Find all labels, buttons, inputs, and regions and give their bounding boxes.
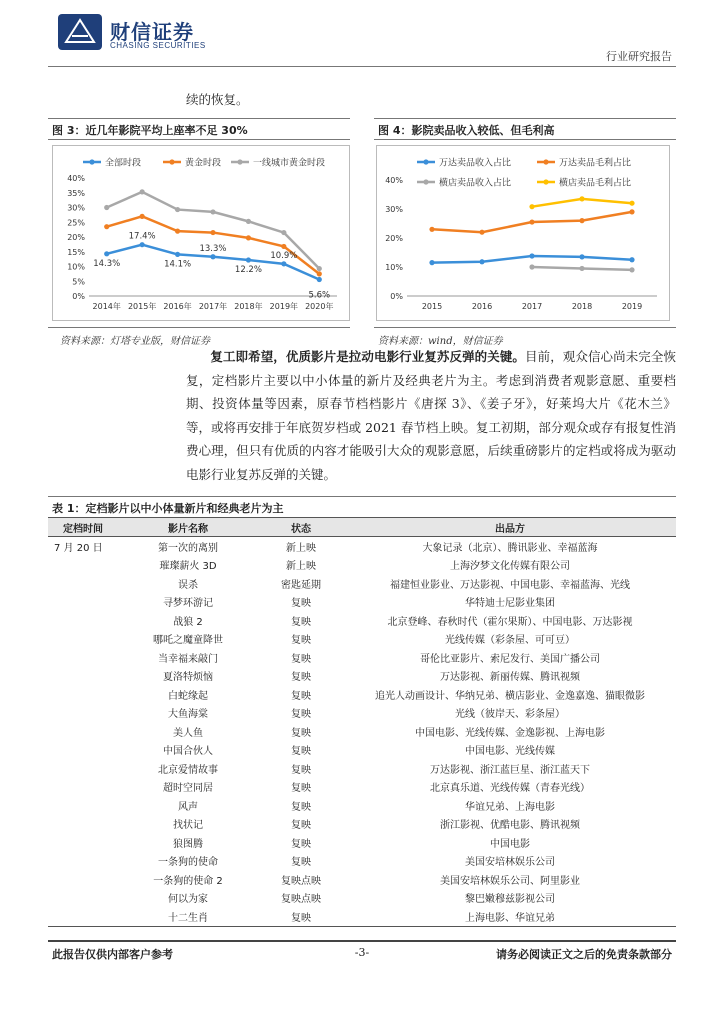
row-film: 风声 xyxy=(178,801,198,813)
row-date xyxy=(48,630,118,649)
legend-label: 全部时段 xyxy=(105,158,142,169)
data-label: 5.6% xyxy=(308,290,331,301)
continuation-text: 续的恢复。 xyxy=(186,92,249,107)
row-film: 第一次的离别 xyxy=(158,542,218,554)
row-film: 十二生肖 xyxy=(118,907,258,926)
y-tick-label: 30% xyxy=(67,203,85,213)
data-label: 10.9% xyxy=(270,250,298,261)
x-tick-label: 2015年 xyxy=(127,302,157,311)
fig3-title-rule xyxy=(48,139,350,140)
row-status: 复映 xyxy=(291,672,311,684)
table-row xyxy=(48,556,676,575)
x-tick-label: 2017 xyxy=(521,302,543,311)
data-point xyxy=(317,277,322,282)
row-producer: 福建恒业影业、万达影视、中国电影、幸福蓝海、光线 xyxy=(390,579,630,591)
row-status: 复映 xyxy=(258,907,344,926)
row-producer: 大象记录（北京）、腾讯影业、幸福蓝海 xyxy=(422,542,598,554)
table-row xyxy=(48,852,676,871)
row-date xyxy=(48,556,118,575)
row-status: 复映 xyxy=(291,690,311,702)
table-row xyxy=(48,704,676,723)
row-producer: 追光人动画设计、华纳兄弟、横店影业、金逸嘉逸、猫眼微影 xyxy=(375,690,645,702)
data-point xyxy=(317,266,322,271)
row-date xyxy=(48,574,118,593)
data-label: 13.3% xyxy=(199,243,227,254)
y-tick-label: 10% xyxy=(67,262,85,272)
table-row xyxy=(48,759,676,778)
row-status: 复映 xyxy=(291,820,311,832)
legend-marker xyxy=(543,179,548,184)
row-status: 复映 xyxy=(291,653,311,665)
row-film: 夏洛特烦恼 xyxy=(163,672,213,684)
table-row xyxy=(48,796,676,815)
x-tick-label: 2017年 xyxy=(198,302,228,311)
row-film: 何以为家 xyxy=(168,894,208,906)
row-producer: 上海汐梦文化传媒有限公司 xyxy=(450,561,570,573)
row-film: 误杀 xyxy=(178,579,198,591)
row-date: 7 月 20 日 xyxy=(54,542,103,554)
company-name-en: CHASING SECURITIES xyxy=(110,41,206,50)
row-date xyxy=(48,648,118,667)
y-tick-label: 35% xyxy=(67,188,85,198)
row-status: 复映点映 xyxy=(281,875,321,887)
row-producer: 光线（彼岸天、彩条屋） xyxy=(455,709,565,721)
row-producer: 黎巴嫩穆兹影视公司 xyxy=(465,894,555,906)
data-point xyxy=(210,254,215,259)
row-producer: 光线传媒（彩条屋、可可豆） xyxy=(445,635,575,647)
legend-marker xyxy=(169,159,174,164)
row-status: 复映 xyxy=(291,838,311,850)
data-point xyxy=(479,230,484,235)
row-date xyxy=(48,741,118,760)
row-date xyxy=(48,593,118,612)
data-point xyxy=(175,252,180,257)
figure4-source: 资料来源：wind，财信证券 xyxy=(378,336,503,347)
y-tick-label: 40% xyxy=(385,176,403,185)
row-date xyxy=(48,870,118,889)
data-point xyxy=(175,207,180,212)
footer-right: 请务必阅读正文之后的免责条款部分 xyxy=(496,948,672,961)
legend-marker xyxy=(237,159,242,164)
data-point xyxy=(210,209,215,214)
data-point xyxy=(104,251,109,256)
row-date xyxy=(48,704,118,723)
data-label: 12.2% xyxy=(234,265,262,276)
y-tick-label: 5% xyxy=(72,277,85,287)
table-row xyxy=(48,722,676,741)
y-tick-label: 20% xyxy=(385,234,403,243)
table-top-rule xyxy=(48,496,676,497)
data-point xyxy=(479,259,484,264)
x-tick-label: 2020年 xyxy=(305,302,334,311)
data-point xyxy=(579,254,584,259)
fig4-bottom-rule xyxy=(374,327,676,328)
row-date xyxy=(48,907,118,926)
row-producer: 华特迪士尼影业集团 xyxy=(465,598,555,610)
data-point xyxy=(429,227,434,232)
row-film: 北京爱情故事 xyxy=(158,764,218,776)
y-tick-label: 20% xyxy=(67,233,85,242)
row-status: 复映 xyxy=(291,783,311,795)
data-point xyxy=(529,204,534,209)
legend-label: 万达卖品毛利占比 xyxy=(559,158,632,169)
row-date xyxy=(48,889,118,908)
row-status: 复映点映 xyxy=(281,894,321,906)
y-tick-label: 0% xyxy=(72,292,85,301)
row-date xyxy=(48,852,118,871)
page-number: -3- xyxy=(354,946,370,959)
legend-label: 黄金时段 xyxy=(185,158,222,169)
data-point xyxy=(529,219,534,224)
table-row xyxy=(48,630,676,649)
col-status: 状态 xyxy=(258,518,344,537)
table-title: 表 1：定档影片以中小体量新片和经典老片为主 xyxy=(52,502,284,515)
data-point xyxy=(175,229,180,234)
table-row xyxy=(48,648,676,667)
body-paragraph xyxy=(186,345,676,486)
row-status: 密匙延期 xyxy=(281,579,321,591)
paragraph-lead: 复工即希望，优质影片是拉动电影行业复苏反弹的关键。 xyxy=(210,349,526,364)
row-producer: 中国电影、光线传媒 xyxy=(465,746,555,758)
table-row xyxy=(48,537,676,556)
row-date xyxy=(48,722,118,741)
row-film: 寻梦环游记 xyxy=(163,598,213,610)
row-film: 璀璨薪火 3D xyxy=(159,561,217,573)
row-producer: 上海电影、华谊兄弟 xyxy=(344,907,676,926)
x-tick-label: 2016 xyxy=(471,302,493,311)
row-film: 中国合伙人 xyxy=(163,746,213,758)
table-row xyxy=(48,574,676,593)
data-point xyxy=(281,244,286,249)
y-tick-label: 15% xyxy=(67,247,85,257)
row-film: 战狼 2 xyxy=(173,616,203,628)
figure3-source: 资料来源：灯塔专业版，财信证券 xyxy=(60,336,210,347)
paragraph-text: 目前，观众信心尚未完全恢复，定档影片主要以中小体量的新片及经典老片为主。考虑到消费者观影意愿、重要档期、投资体量等因素，原春节档档影片《唐探 3》、《姜子牙》，好莱坞大片《花木兰》等，或将再安排于年底贺岁档或 2021 春节档上映。复工初期，部分观众或存有报复性消费心理，但只有优质的内容才能吸引大众的观影意愿，后续重磅影片的定档或将成为驱动电影行业复苏反弹的关键。 xyxy=(186,349,676,482)
col-film: 影片名称 xyxy=(118,518,258,537)
data-point xyxy=(629,257,634,262)
legend-marker xyxy=(423,179,428,184)
table-body xyxy=(48,537,676,927)
legend-marker xyxy=(543,159,548,164)
figure3-title: 图 3：近几年影院平均上座率不足 30% xyxy=(52,124,248,137)
row-status: 复映 xyxy=(291,857,311,869)
data-point xyxy=(140,214,145,219)
row-status: 新上映 xyxy=(286,542,316,554)
data-point xyxy=(281,230,286,235)
row-film: 找状记 xyxy=(173,820,203,832)
table-row xyxy=(48,685,676,704)
table-row xyxy=(48,741,676,760)
row-producer: 浙江影视、优酷电影、腾讯视频 xyxy=(440,820,580,832)
row-producer: 华谊兄弟、上海电影 xyxy=(465,801,555,813)
row-film: 当幸福来敲门 xyxy=(158,653,218,665)
footer-rule xyxy=(48,940,676,942)
data-label: 17.4% xyxy=(128,231,156,242)
data-point xyxy=(429,260,434,265)
row-producer: 中国电影 xyxy=(490,838,530,850)
x-tick-label: 2015 xyxy=(421,302,443,311)
row-producer: 美国安培林娱乐公司、阿里影业 xyxy=(440,875,580,887)
data-point xyxy=(246,235,251,240)
data-label: 14.1% xyxy=(164,259,192,270)
row-date xyxy=(48,611,118,630)
header-rule xyxy=(48,66,676,67)
row-date xyxy=(48,685,118,704)
data-point xyxy=(579,218,584,223)
row-film: 美人鱼 xyxy=(173,727,203,739)
y-tick-label: 0% xyxy=(390,292,403,301)
data-point xyxy=(629,209,634,214)
row-film: 一条狗的使命 xyxy=(158,857,218,869)
table-row xyxy=(48,778,676,797)
row-producer: 北京登峰、春秋时代（霍尔果斯）、中国电影、万达影视 xyxy=(387,616,633,628)
row-producer: 北京真乐道、光线传媒（青春光线） xyxy=(430,783,590,795)
fig4-top-rule xyxy=(374,118,676,119)
y-tick-label: 25% xyxy=(67,218,85,228)
table-row xyxy=(48,889,676,908)
x-tick-label: 2019年 xyxy=(269,302,299,311)
table-header-row xyxy=(48,518,676,537)
row-film: 一条狗的使命 2 xyxy=(153,875,223,887)
film-schedule-table xyxy=(48,517,676,927)
data-point xyxy=(140,189,145,194)
row-date xyxy=(48,759,118,778)
legend-marker xyxy=(89,159,94,164)
row-status: 复映 xyxy=(291,635,311,647)
row-status: 复映 xyxy=(291,616,311,628)
row-status: 复映 xyxy=(291,801,311,813)
fig3-top-rule xyxy=(48,118,350,119)
row-film: 超时空同居 xyxy=(163,783,213,795)
x-tick-label: 2018年 xyxy=(234,302,263,311)
company-name-cn: 财信证券 xyxy=(110,20,194,44)
row-film: 狼图腾 xyxy=(173,838,203,850)
data-point xyxy=(140,242,145,247)
row-date xyxy=(48,778,118,797)
table-row xyxy=(48,593,676,612)
data-point xyxy=(281,261,286,266)
row-status: 复映 xyxy=(291,709,311,721)
col-producer: 出品方 xyxy=(344,518,676,537)
row-status: 复映 xyxy=(291,727,311,739)
data-point xyxy=(529,253,534,258)
row-date xyxy=(48,667,118,686)
company-logo-icon xyxy=(58,14,102,50)
data-point xyxy=(579,196,584,201)
figure4-title: 图 4：影院卖品收入较低、但毛利高 xyxy=(378,124,555,137)
table-row xyxy=(48,611,676,630)
y-tick-label: 40% xyxy=(67,174,85,183)
report-type: 行业研究报告 xyxy=(606,50,672,63)
table-row xyxy=(48,667,676,686)
y-tick-label: 10% xyxy=(385,263,403,272)
figure4-svg xyxy=(377,146,669,320)
table-row xyxy=(48,833,676,852)
legend-label: 万达卖品收入占比 xyxy=(439,158,512,169)
data-point xyxy=(629,201,634,206)
footer-left: 此报告仅供内部客户参考 xyxy=(52,948,173,961)
row-producer: 万达影视、浙江蓝巨星、浙江蓝天下 xyxy=(430,764,590,776)
figure3-svg xyxy=(53,146,349,320)
row-date xyxy=(48,815,118,834)
row-status: 复映 xyxy=(291,746,311,758)
row-film: 哪吒之魔童降世 xyxy=(153,635,223,647)
data-point xyxy=(529,264,534,269)
data-point xyxy=(317,271,322,276)
row-producer: 美国安培林娱乐公司 xyxy=(465,857,555,869)
data-point xyxy=(246,219,251,224)
x-tick-label: 2014年 xyxy=(92,302,121,311)
x-tick-label: 2019 xyxy=(621,302,643,311)
col-date: 定档时间 xyxy=(48,518,118,537)
y-tick-label: 30% xyxy=(385,205,403,214)
data-point xyxy=(579,266,584,271)
x-tick-label: 2016年 xyxy=(163,302,192,311)
table-row xyxy=(48,815,676,834)
row-film: 大鱼海棠 xyxy=(168,709,208,721)
row-producer: 哥伦比亚影片、索尼发行、美国广播公司 xyxy=(420,653,600,665)
data-point xyxy=(629,267,634,272)
legend-label: 横店卖品毛利占比 xyxy=(559,178,632,189)
row-producer: 中国电影、光线传媒、金逸影视、上海电影 xyxy=(415,727,605,739)
row-producer: 万达影视、新丽传媒、腾讯视频 xyxy=(440,672,580,684)
table-row xyxy=(48,870,676,889)
figure4-chart xyxy=(376,145,670,321)
data-point xyxy=(104,205,109,210)
legend-marker xyxy=(423,159,428,164)
row-film: 白蛇缘起 xyxy=(168,690,208,702)
row-date xyxy=(48,833,118,852)
fig4-title-rule xyxy=(374,139,676,140)
figure3-chart xyxy=(52,145,350,321)
x-tick-label: 2018 xyxy=(571,302,593,311)
row-date xyxy=(48,796,118,815)
data-point xyxy=(104,224,109,229)
legend-label: 横店卖品收入占比 xyxy=(439,178,512,189)
table-row xyxy=(48,907,676,926)
data-point xyxy=(210,230,215,235)
row-status: 新上映 xyxy=(286,561,316,573)
row-status: 复映 xyxy=(291,764,311,776)
legend-label: 一线城市黄金时段 xyxy=(253,158,326,169)
data-point xyxy=(246,257,251,262)
fig3-bottom-rule xyxy=(48,327,350,328)
row-status: 复映 xyxy=(291,598,311,610)
data-label: 14.3% xyxy=(93,258,121,269)
